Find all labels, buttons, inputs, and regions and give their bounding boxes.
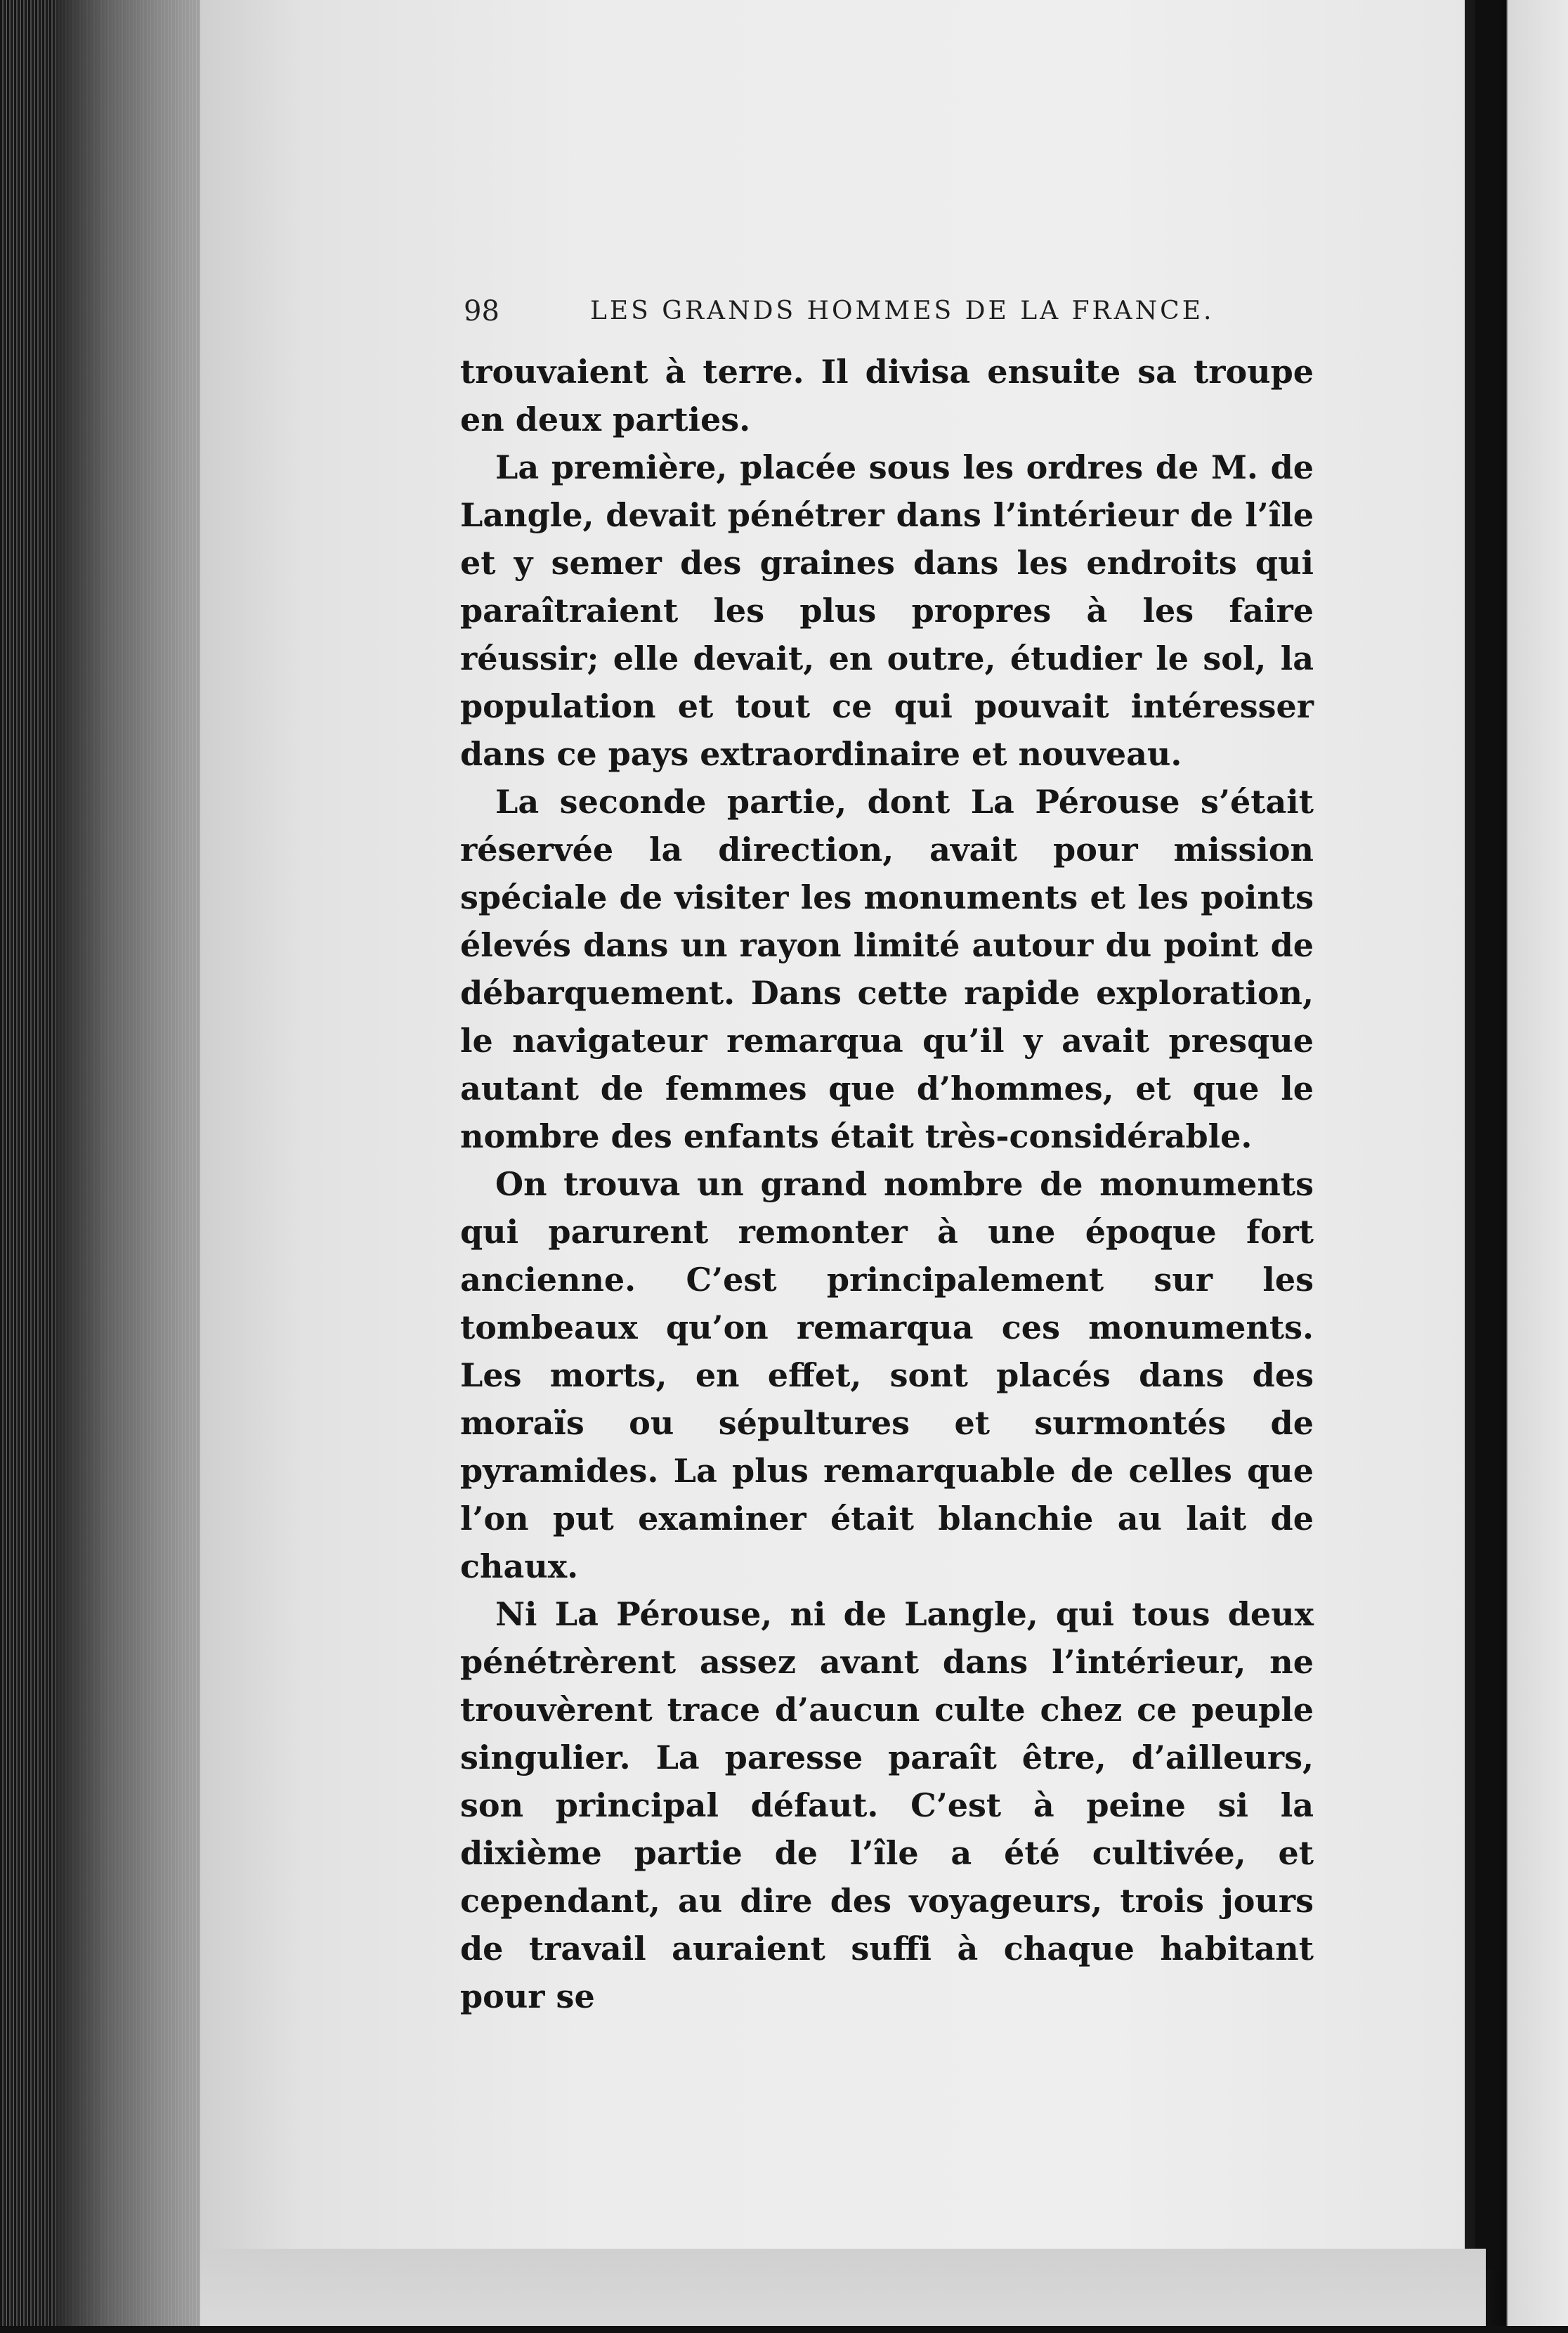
- bottom-border: [0, 2326, 1568, 2333]
- running-title: LES GRANDS HOMMES DE LA FRANCE.: [590, 297, 1215, 325]
- paragraph-2: La première, placée sous les ordres de M. de Langle, devait pénétrer dans l’intérieur de l’île et y semer des graines dans les endroits qui paraîtraient les plus propres à les faire réussir; elle devait, en outre, étudier le sol, la population et tout ce qui pouvait intéresser dans ce pays extraordinaire et nouveau.: [460, 448, 1314, 773]
- page-stack-edge: [56, 0, 204, 2333]
- running-head: [464, 295, 1335, 337]
- paragraph-3: La seconde partie, dont La Pérouse s’était réservée la direction, avait pour mission spéciale de visiter les monuments et les points élevés dans un rayon limité autour du point de débarquement. Dans cette rapide exploration, le navigateur remarqua qu’il y avait presque autant de femmes que d’hommes, et que le nombre des enfants était très-considérable.: [460, 783, 1314, 1155]
- paragraph-1: trouvaient à terre. Il divisa ensuite sa troupe en deux parties.: [460, 353, 1314, 438]
- paper-bottom-edge: [200, 2249, 1486, 2333]
- right-dark-strip: [1475, 0, 1501, 2270]
- paragraph-5: Ni La Pérouse, ni de Langle, qui tous deux pénétrèrent assez avant dans l’intérieur, ne trouvèrent trace d’aucun culte chez ce peuple singulier. La paresse paraît être, d’ailleurs, son principal défaut. C’est à peine si la dixième partie de l’île a été cultivée, et cependant, au dire des voyageurs, trois jours de travail auraient suffi à chaque habitant pour se: [460, 1595, 1314, 2015]
- body-text: [460, 348, 1314, 2020]
- paragraph-4: On trouva un grand nombre de monuments qui parurent remonter à une époque fort ancienne. C’est principalement sur les tombeaux qu’on remarqua ces monuments. Les morts, en effet, sont placés dans des moraïs ou sépultures et surmontés de pyramides. La plus remarquable de celles que l’on put examiner était blanchie au lait de chaux.: [460, 1165, 1314, 1585]
- page-number: 98: [464, 295, 499, 327]
